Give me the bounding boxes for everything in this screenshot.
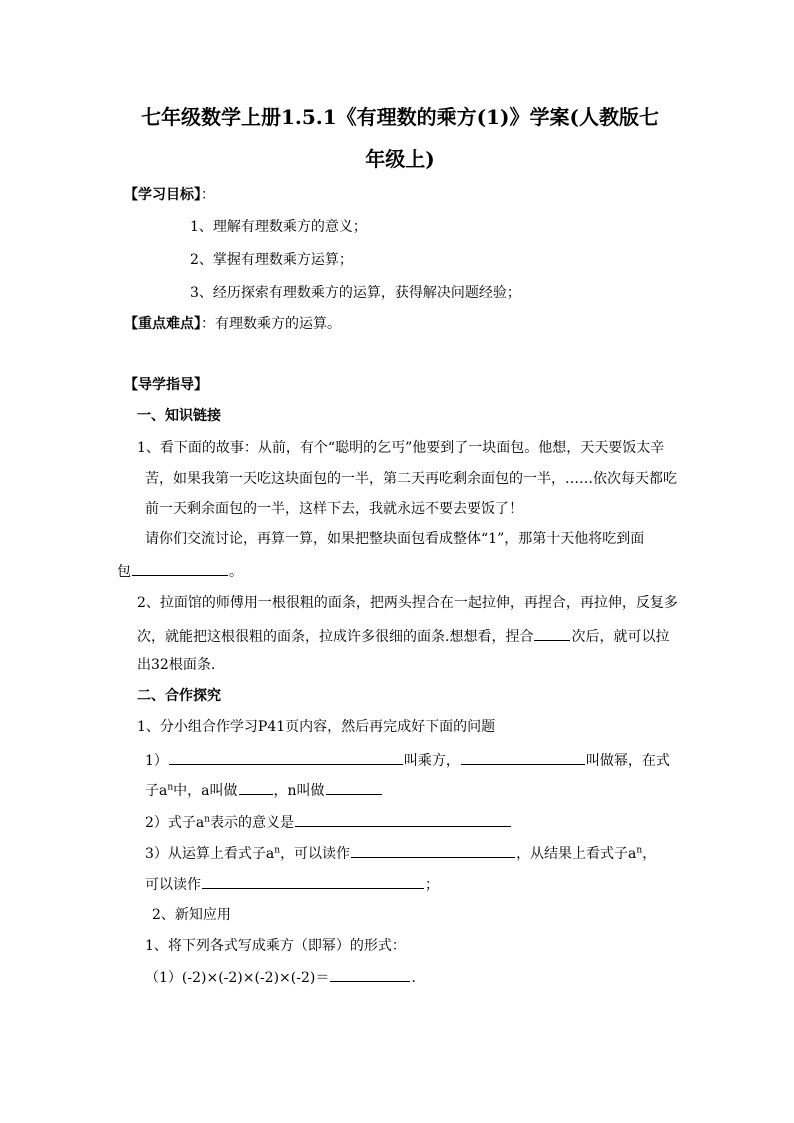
inq1-text-c: 叫做幂，在式 bbox=[585, 753, 670, 769]
question-1-line-5 bbox=[117, 561, 243, 581]
answer-blank-exponent-definition[interactable] bbox=[461, 750, 585, 765]
question-2-line-3: 出32根面条. bbox=[137, 657, 216, 673]
inq3b-text-b: ； bbox=[425, 877, 439, 893]
inquiry-3-line-2 bbox=[145, 874, 439, 894]
exponent-n: n bbox=[636, 845, 643, 856]
key-points-label: 【重点难点】 bbox=[124, 316, 201, 332]
answer-blank-exercise-1[interactable] bbox=[330, 967, 410, 982]
objective-item-2: 2、掌握有理数乘方运算； bbox=[190, 252, 353, 268]
q2-text-b: 次后，就可以拉 bbox=[571, 629, 670, 645]
inq2-text-a: 2）式子a bbox=[145, 815, 205, 831]
exponent-n: n bbox=[204, 814, 211, 825]
key-points bbox=[124, 315, 341, 333]
inq3-text-c: ，从结果上看式子a bbox=[516, 846, 637, 862]
inq3-text-a: 3）从运算上看式子a bbox=[145, 846, 275, 862]
question-1-line-4: 请你们交流讨论，再算一算，如果把整块面包看成整体“1”，那第十天他将吃到面 bbox=[145, 531, 645, 547]
inquiry-1-line-2 bbox=[145, 780, 383, 800]
answer-blank-exponent[interactable] bbox=[326, 780, 382, 795]
answer-blank-base[interactable] bbox=[239, 780, 273, 795]
q1-text-a: 包 bbox=[117, 564, 131, 580]
ex1-text-a: （1）(-2)×(-2)×(-2)×(-2)＝ bbox=[145, 970, 330, 986]
section-cooperative-inquiry: 二、合作探究 bbox=[137, 688, 221, 704]
inquiry-task: 1、分小组合作学习P41页内容，然后再完成好下面的问题 bbox=[137, 719, 496, 735]
document-title-line-1: 七年级数学上册1.5.1《有理数的乘方(1)》学案(人教版七 bbox=[141, 105, 659, 129]
inq1-text-b: 叫乘方， bbox=[403, 753, 460, 769]
objectives-colon: ： bbox=[201, 187, 215, 203]
question-2-line-2 bbox=[137, 626, 669, 646]
ex1-text-b: . bbox=[411, 970, 416, 986]
inq3-text-b: ，可以读作 bbox=[280, 846, 351, 862]
question-2-line-1: 2、拉面馆的师傅用一根很粗的面条，把两头捏合在一起拉伸，再捏合，再拉伸，反复多 bbox=[137, 595, 678, 611]
answer-blank-bread[interactable] bbox=[132, 561, 228, 576]
objectives-label: 【学习目标】 bbox=[124, 187, 201, 203]
exponent-n: n bbox=[274, 845, 281, 856]
inq1b-text-b: 中，a叫做 bbox=[173, 783, 238, 799]
answer-blank-meaning[interactable] bbox=[295, 812, 511, 827]
answer-blank-read-result[interactable] bbox=[202, 874, 424, 889]
inquiry-3-line-1 bbox=[145, 843, 656, 863]
answer-blank-times[interactable] bbox=[534, 626, 570, 641]
exercise-1-item-1 bbox=[145, 967, 416, 987]
guide-heading: 【导学指导】 bbox=[124, 377, 208, 393]
question-1-line-3: 前一天剩余面包的一半，这样下去，我就永远不要去要饭了！ bbox=[145, 501, 523, 517]
objective-item-1: 1、理解有理数乘方的意义； bbox=[190, 219, 367, 235]
q1-text-b: 。 bbox=[229, 564, 243, 580]
exponent-n: n bbox=[167, 782, 174, 793]
objectives-heading bbox=[124, 186, 215, 204]
inq1b-text-c: ，n叫做 bbox=[273, 783, 325, 799]
inq3-text-d: ， bbox=[642, 846, 657, 862]
key-points-text: ：有理数乘方的运算。 bbox=[201, 316, 341, 332]
q2-text-a: 次，就能把这根很粗的面条，拉成许多很细的面条.想想看，捏合 bbox=[137, 629, 534, 645]
new-knowledge-application: 2、新知应用 bbox=[152, 907, 231, 923]
inq1b-text-a: 子a bbox=[145, 783, 168, 799]
inquiry-1-line-1 bbox=[145, 750, 670, 770]
objective-item-3: 3、经历探索有理数乘方的运算，获得解决问题经验； bbox=[190, 285, 521, 301]
inquiry-2 bbox=[145, 812, 512, 832]
section-knowledge-link: 一、知识链接 bbox=[137, 408, 221, 424]
inq3b-text-a: 可以读作 bbox=[145, 877, 201, 893]
answer-blank-read-operation[interactable] bbox=[351, 843, 515, 858]
question-1-line-2: 苦，如果我第一天吃这块面包的一半，第二天再吃剩余面包的一半，……依次每天都吃 bbox=[145, 471, 677, 487]
inq1-text-a: 1） bbox=[145, 753, 168, 769]
document-title-line-2: 年级上) bbox=[365, 147, 435, 171]
question-1-line-1: 1、看下面的故事：从前，有个“聪明的乞丐”他要到了一块面包。他想，天天要饭太辛 bbox=[137, 440, 665, 456]
answer-blank-power-definition[interactable] bbox=[169, 750, 403, 765]
exercise-1: 1、将下列各式写成乘方（即幂）的形式： bbox=[145, 938, 406, 954]
inq2-text-b: 表示的意义是 bbox=[210, 815, 295, 831]
